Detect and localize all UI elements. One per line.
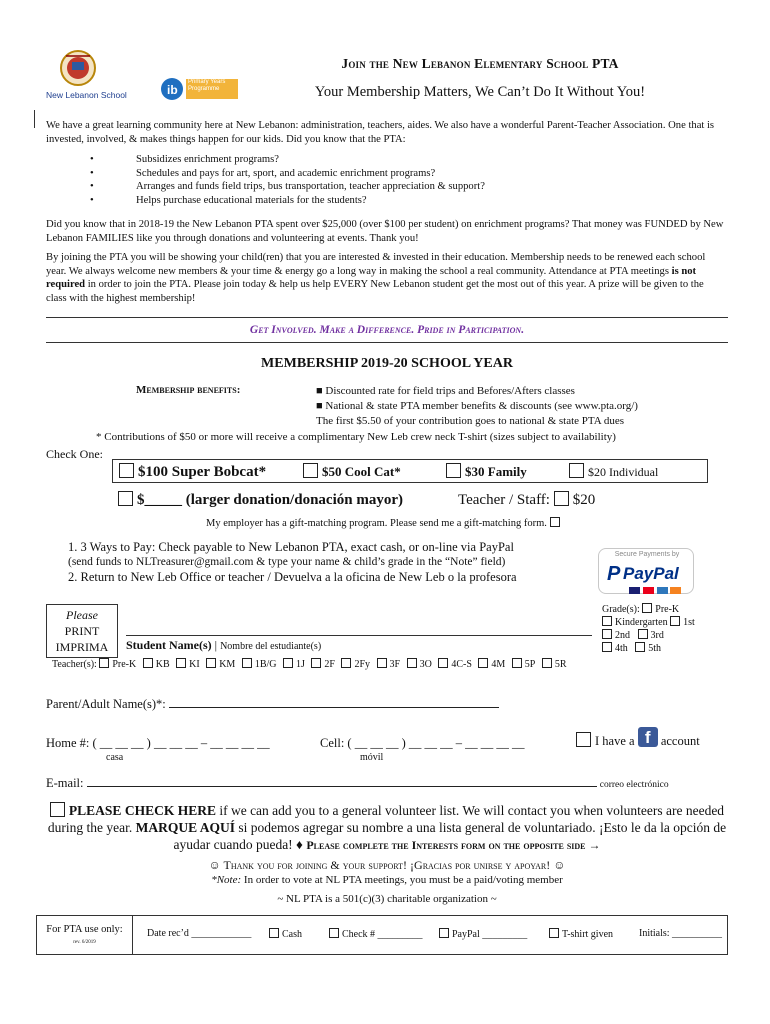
checkbox[interactable]	[549, 928, 559, 938]
checkbox[interactable]	[670, 616, 680, 626]
benefit-item: The first $5.50 of your contribution goes to national & state PTA dues	[316, 415, 624, 427]
teacher-name: 1J	[295, 659, 305, 670]
divider	[46, 317, 728, 318]
note-label: *Note:	[211, 874, 242, 886]
mastercard-icon	[643, 587, 654, 594]
cell-phone-field[interactable]: Cell: ( __ __ __ ) __ __ __ – __ __ __ __	[320, 736, 525, 750]
voting-note	[46, 874, 728, 886]
teacher-name: 2Fy	[354, 659, 371, 670]
membership-title: MEMBERSHIP 2019-20 SCHOOL YEAR	[261, 356, 513, 371]
teacher-option[interactable]	[542, 659, 567, 670]
have-a-label: I have a	[595, 734, 635, 748]
volunteer-text-2: si podemos agregar su nombre a una lista general de voluntariado. ¡Esto le da la opción de ayudar cuando pueda! ♦	[173, 820, 727, 852]
payment-line-1: 1. 3 Ways to Pay: Check payable to New Lebanon PTA, exact cash, or on-line via PayPal	[68, 540, 514, 554]
email-es-label: correo electrónico	[599, 780, 669, 790]
teacher-name: 2F	[324, 659, 335, 670]
teacher-name: 3F	[389, 659, 401, 670]
level-cool-cat[interactable]	[303, 463, 401, 480]
checkbox[interactable]	[206, 658, 216, 668]
grade-1: 1st	[683, 617, 695, 628]
checkbox[interactable]	[329, 928, 339, 938]
divider	[46, 342, 728, 343]
teacher-option[interactable]	[143, 659, 170, 670]
checkbox[interactable]	[283, 658, 293, 668]
amex-icon	[657, 587, 668, 594]
teacher-staff-option[interactable]	[458, 491, 595, 509]
teacher-staff-amount: $20	[572, 492, 596, 508]
checkbox[interactable]	[176, 658, 186, 668]
teacher-selector	[52, 658, 571, 670]
checkbox[interactable]	[407, 658, 417, 668]
teacher-name: KB	[155, 659, 170, 670]
benefits-list	[316, 384, 736, 429]
grade-5: 5th	[648, 643, 662, 654]
revision-text: rev. 6/2019	[73, 940, 96, 945]
tshirt-label: T-shirt given	[562, 929, 614, 940]
checkbox[interactable]	[602, 616, 612, 626]
initials-field: Initials: __________	[639, 928, 723, 939]
teacher-option[interactable]	[512, 659, 536, 670]
text-cursor	[34, 110, 35, 128]
level-family[interactable]	[446, 463, 527, 480]
date-received: Date rec’d ____________	[147, 928, 252, 939]
teacher-option[interactable]	[206, 659, 235, 670]
level-label: $50 Cool Cat*	[322, 464, 401, 479]
checkbox[interactable]	[602, 629, 612, 639]
paypal-label: PayPal _________	[452, 929, 528, 940]
teacher-option[interactable]	[242, 659, 277, 670]
spending-paragraph: Did you know that in 2018-19 the New Lebanon PTA spent over $25,000 (over $100 per student) on enrichment programs? That money was FUNDED by New Lebanon FAMILIES like you through donations and volunteering at events. Thank you!	[46, 219, 724, 244]
cash-label: Cash	[282, 929, 302, 940]
pta-use-title: For PTA use only:	[46, 924, 123, 935]
grade-4: 4th	[615, 643, 628, 654]
grade-prek: Pre-K	[655, 604, 680, 615]
teacher-option[interactable]	[99, 659, 136, 670]
para3-bold: is not required	[46, 265, 697, 290]
checkbox[interactable]	[377, 658, 387, 668]
volunteer-paragraph	[46, 802, 728, 854]
parent-name-row	[46, 697, 499, 712]
checkbox[interactable]	[269, 928, 279, 938]
grade-3: 3rd	[650, 630, 664, 641]
membership-levels	[112, 459, 708, 483]
checkbox[interactable]	[576, 732, 591, 747]
nonprofit-line: ~ NL PTA is a 501(c)(3) charitable organization ~	[277, 893, 497, 905]
check-here-text: PLEASE CHECK HERE	[68, 803, 216, 818]
pta-use-label	[37, 916, 133, 954]
para3-before: By joining the PTA you will be showing your child(ren) that you are interested & invested in their education. Membership needs to be renewed each school year. We always welcome new members & your time & energy go a long way in making the school a real community. Attendance at PTA meetings	[46, 252, 706, 277]
teacher-option[interactable]	[478, 659, 505, 670]
level-label: $100 Super Bobcat*	[138, 464, 267, 480]
list-item: • Helps purchase educational materials for the students?	[90, 194, 690, 208]
account-label: account	[660, 734, 700, 748]
checkbox[interactable]	[635, 642, 645, 652]
cash-option[interactable]	[269, 928, 302, 940]
casa-label: casa	[106, 752, 124, 763]
student-name-label: Student Name(s) | Nombre del estudiante(s)	[126, 638, 322, 652]
parent-name-field[interactable]	[169, 707, 499, 708]
checkbox[interactable]	[602, 642, 612, 652]
email-row	[46, 776, 669, 791]
teacher-name: 4M	[491, 659, 506, 670]
checkbox[interactable]	[99, 658, 109, 668]
check-option[interactable]	[329, 928, 423, 940]
checkbox[interactable]	[119, 463, 134, 478]
teacher-option[interactable]	[283, 659, 305, 670]
check-one-label: Check One:	[46, 447, 103, 461]
please-print-box	[46, 604, 118, 658]
thank-you-line: ☺ Thank you for joining & your support! ¡Gracias por unirse y apoyar! ☺	[208, 858, 566, 872]
interests-note: Please complete the Interests form on the opposite side →	[306, 838, 601, 852]
tagline: Get Involved. Make a Difference. Pride in Participation.	[249, 324, 525, 336]
level-super-bobcat[interactable]	[119, 463, 266, 481]
teacher-staff-label: Teacher / Staff:	[458, 492, 550, 508]
list-item: • Schedules and pays for art, sport, and academic enrichment programs?	[90, 167, 690, 181]
list-item: • Subsidizes enrichment programs?	[90, 153, 690, 167]
student-name-en: Student Name(s)	[126, 638, 212, 652]
teacher-option[interactable]	[438, 659, 472, 670]
checkbox[interactable]	[569, 463, 584, 478]
teacher-option[interactable]	[407, 659, 432, 670]
movil-label: móvil	[360, 752, 384, 763]
gift-matching-option[interactable]	[206, 517, 563, 529]
grade-selector	[602, 603, 722, 655]
facebook-option[interactable]	[576, 727, 700, 749]
grade-k: Kindergarten	[615, 617, 668, 628]
logo-text: New Lebanon School	[46, 90, 127, 100]
checkbox[interactable]	[143, 658, 153, 668]
teacher-option[interactable]	[341, 659, 370, 670]
contribution-note: * Contributions of $50 or more will receive a complimentary New Leb crew neck T-shirt (sizes subject to availability)	[96, 431, 616, 443]
checkbox[interactable]	[542, 658, 552, 668]
checkbox[interactable]	[478, 658, 488, 668]
teacher-name: 5R	[554, 659, 567, 670]
discover-icon	[670, 587, 681, 594]
teacher-name: 1B/G	[254, 659, 277, 670]
level-label: $30 Family	[465, 464, 527, 479]
checkbox[interactable]	[638, 629, 648, 639]
para3-after: in order to join the PTA. Please join today & help us help EVERY New Lebanon student get the most out of this year. A prize will be given to the class with the highest membership!	[46, 279, 704, 304]
checkbox[interactable]	[438, 658, 448, 668]
marque-text: MARQUE AQUÍ	[135, 820, 235, 835]
teacher-name: 3O	[419, 659, 432, 670]
paypal-option[interactable]	[439, 928, 527, 940]
imprima-text: IMPRIMA	[55, 640, 109, 654]
teacher-name: 5P	[524, 659, 536, 670]
teacher-option[interactable]	[377, 659, 401, 670]
pta-bullets	[90, 153, 690, 207]
teacher-name: 4C-S	[451, 659, 472, 670]
level-label: $20 Individual	[588, 465, 659, 479]
teacher-name: Pre-K	[112, 659, 137, 670]
paypal-logo: PayPal	[623, 564, 679, 583]
payment-line-1b: (send funds to NLTreasurer@gmail.com & type your name & child’s grade in the “Note” field)	[68, 556, 506, 568]
level-individual[interactable]	[569, 463, 658, 480]
joining-paragraph	[46, 251, 726, 305]
checkbox[interactable]	[242, 658, 252, 668]
payment-line-2: 2. Return to New Leb Office or teacher / Devuelva a la oficina de New Leb o la profesora	[68, 570, 517, 584]
checkbox[interactable]	[550, 517, 560, 527]
benefit-item: ■ National & state PTA member benefits & discounts (see www.pta.org/)	[316, 400, 638, 412]
teacher-name: KM	[219, 659, 236, 670]
checkbox[interactable]	[554, 491, 569, 506]
card-icons	[629, 585, 681, 597]
teacher-label: Teacher(s):	[52, 659, 97, 670]
svg-text:ib: ib	[167, 83, 178, 97]
benefits-label: Membership benefits:	[136, 384, 241, 396]
grade-2: 2nd	[615, 630, 630, 641]
list-item: • Arranges and funds field trips, bus transportation, teacher appreciation & support?	[90, 180, 690, 194]
facebook-icon: f	[638, 727, 658, 747]
checkbox[interactable]	[439, 928, 449, 938]
page-subtitle: Your Membership Matters, We Can’t Do It Without You!	[314, 84, 646, 100]
print-text: PRINT	[64, 624, 100, 638]
checkbox[interactable]	[512, 658, 522, 668]
teacher-option[interactable]	[311, 659, 335, 670]
tshirt-option[interactable]	[549, 928, 613, 940]
ib-text: Primary Years Programme	[188, 79, 226, 92]
page-title: Join the New Lebanon Elementary School PTA	[341, 56, 619, 71]
visa-icon	[629, 587, 640, 594]
paypal-badge[interactable]	[598, 548, 694, 594]
larger-donation-option[interactable]	[118, 491, 403, 509]
employer-label: My employer has a gift-matching program. Please send me a gift-matching form.	[206, 518, 547, 529]
teacher-option[interactable]	[176, 659, 200, 670]
benefit-item: ■ Discounted rate for field trips and Befores/Afters classes	[316, 385, 575, 397]
volunteer-checkbox[interactable]	[50, 802, 65, 817]
student-name-field[interactable]	[126, 635, 592, 636]
checkbox[interactable]	[303, 463, 318, 478]
payment-instructions	[68, 540, 517, 585]
donation-label: $_____ (larger donation/donación mayor)	[137, 492, 403, 508]
grade-label: Grade(s):	[602, 604, 640, 615]
pta-use-box	[36, 915, 728, 955]
volunteer-text-1: if we can add you to a general volunteer list. We will contact you when volunteers are needed during the year.	[47, 803, 725, 835]
parent-name-label: Parent/Adult Name(s)*:	[46, 697, 166, 711]
new-lebanon-school-logo	[46, 48, 126, 104]
email-field[interactable]	[87, 786, 597, 787]
checkbox[interactable]	[642, 603, 652, 613]
checkbox[interactable]	[446, 463, 461, 478]
paypal-caption: Secure Payments by	[614, 551, 680, 558]
note-text: In order to vote at NL PTA meetings, you must be a paid/voting member	[241, 874, 563, 886]
please-text: Please	[66, 608, 98, 622]
home-phone-field[interactable]: Home #: ( __ __ __ ) __ __ __ – __ __ __ __	[46, 736, 270, 750]
intro-paragraph: We have a great learning community here at New Lebanon: administration, teachers, aides. We also have a wonderful Parent-Teacher Association. One that is invested, involved, & makes things happen for our kids. Did you know that the PTA:	[46, 120, 715, 145]
check-label: Check # _________	[342, 929, 423, 940]
ib-pyp-logo	[160, 76, 240, 102]
student-name-es: Nombre del estudiante(s)	[220, 641, 322, 652]
checkbox[interactable]	[341, 658, 351, 668]
email-label: E-mail:	[46, 776, 84, 790]
paypal-p-icon: P	[607, 563, 621, 585]
checkbox[interactable]	[118, 491, 133, 506]
teacher-name: KI	[189, 659, 200, 670]
checkbox[interactable]	[311, 658, 321, 668]
